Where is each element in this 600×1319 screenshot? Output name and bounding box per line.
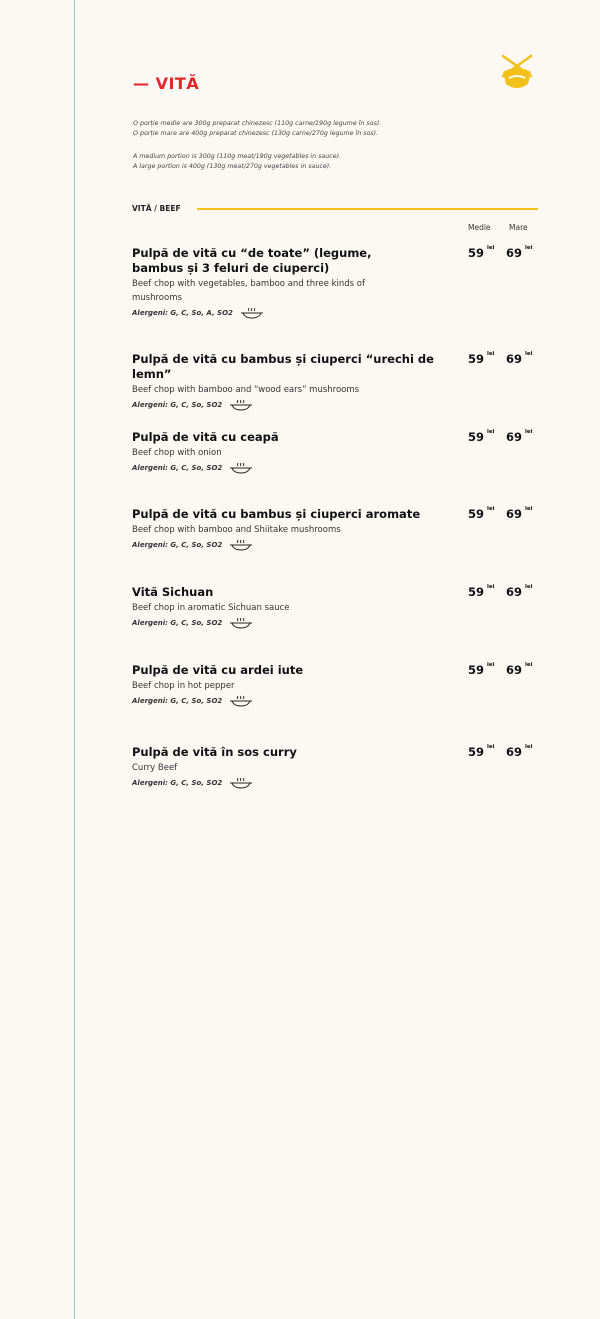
item-name: Pulpă de vită cu bambus și ciuperci aromate [132,507,421,521]
column-header-mare: Mare [509,223,528,232]
menu-item [132,663,462,707]
item-allergens [132,399,462,411]
price-medie: 59 $^{lei}$ [468,429,495,444]
menu-item [132,246,462,319]
hot-bowl-icon [230,777,252,789]
menu-item [132,585,462,629]
menu-item [132,352,462,411]
item-description: Beef chop with bamboo and “wood ears” mushrooms [132,385,360,395]
item-description: Beef chop with bamboo and Shiitake mushrooms [132,525,341,535]
hot-bowl-icon [230,617,252,629]
item-description: Beef chop in hot pepper [132,681,235,691]
item-allergens [132,695,462,707]
item-name: Vită Sichuan [132,585,214,599]
menu-item [132,507,462,551]
allergens-text: Alergeni: G, C, So, SO2 [132,619,223,627]
section-label: VITĂ / BEEF [132,204,181,213]
price-medie: 59 $^{lei}$ [468,584,495,599]
item-description: Beef chop in aromatic Sichuan sauce [132,603,290,613]
side-rule [74,0,75,1319]
price-mare: 69 $^{lei}$ [506,351,533,366]
allergens-text: Alergeni: G, C, So, SO2 [132,401,223,409]
item-description: Beef chop with vegetables, bamboo and three kinds of mushrooms [132,279,365,303]
allergens-text: Alergeni: G, C, So, SO2 [132,464,223,472]
item-name: Pulpă de vită cu “de toate” (legume, bambus și 3 feluri de ciuperci) [132,246,372,275]
menu-item [132,430,462,474]
hot-bowl-icon [230,539,252,551]
portion-notes [133,119,381,172]
hot-bowl-icon [230,462,252,474]
column-header-medie: Medie [468,223,491,232]
note-ro-medie: O porție medie are 300g preparat chinezesc (110g carne/190g legume în sos). [133,120,382,127]
price-medie: 59 $^{lei}$ [468,245,495,260]
page-header [133,74,199,93]
page-title: — VITĂ [133,74,200,93]
allergens-text: Alergeni: G, C, So, SO2 [132,779,223,787]
hot-bowl-icon [230,399,252,411]
note-ro-mare: O porție mare are 400g preparat chinezesc (130g carne/270g legume în sos). [133,130,379,137]
allergens-text: Alergeni: G, C, So, SO2 [132,697,223,705]
allergens-text: Alergeni: G, C, So, SO2 [132,541,223,549]
allergens-text: Alergeni: G, C, So, A, SO2 [132,309,233,317]
price-medie: 59 $^{lei}$ [468,744,495,759]
menu-item [132,745,462,789]
item-description: Curry Beef [132,763,178,773]
price-mare: 69 $^{lei}$ [506,506,533,521]
item-allergens [132,307,462,319]
noodle-bowl-logo-icon [497,52,537,92]
price-medie: 59 $^{lei}$ [468,351,495,366]
price-mare: 69 $^{lei}$ [506,429,533,444]
hot-bowl-icon [230,695,252,707]
price-mare: 69 $^{lei}$ [506,245,533,260]
price-mare: 69 $^{lei}$ [506,744,533,759]
item-name: Pulpă de vită cu ardei iute [132,663,304,677]
hot-bowl-icon [241,307,263,319]
note-en-large: A large portion is 400g (130g meat/270g vegetables in sauce). [133,163,332,170]
item-description: Beef chop with onion [132,448,222,458]
item-allergens [132,539,462,551]
section-divider [197,208,538,210]
item-allergens [132,617,462,629]
item-name: Pulpă de vită cu ceapă [132,430,279,444]
item-name: Pulpă de vită cu bambus și ciuperci “urechi de lemn” [132,352,434,381]
price-medie: 59 $^{lei}$ [468,506,495,521]
price-medie: 59 $^{lei}$ [468,662,495,677]
price-mare: 69 $^{lei}$ [506,662,533,677]
item-name: Pulpă de vită în sos curry [132,745,297,759]
price-mare: 69 $^{lei}$ [506,584,533,599]
item-allergens [132,462,462,474]
item-allergens [132,777,462,789]
note-en-medium: A medium portion is 300g (110g meat/190g vegetables in sauce). [133,153,342,160]
